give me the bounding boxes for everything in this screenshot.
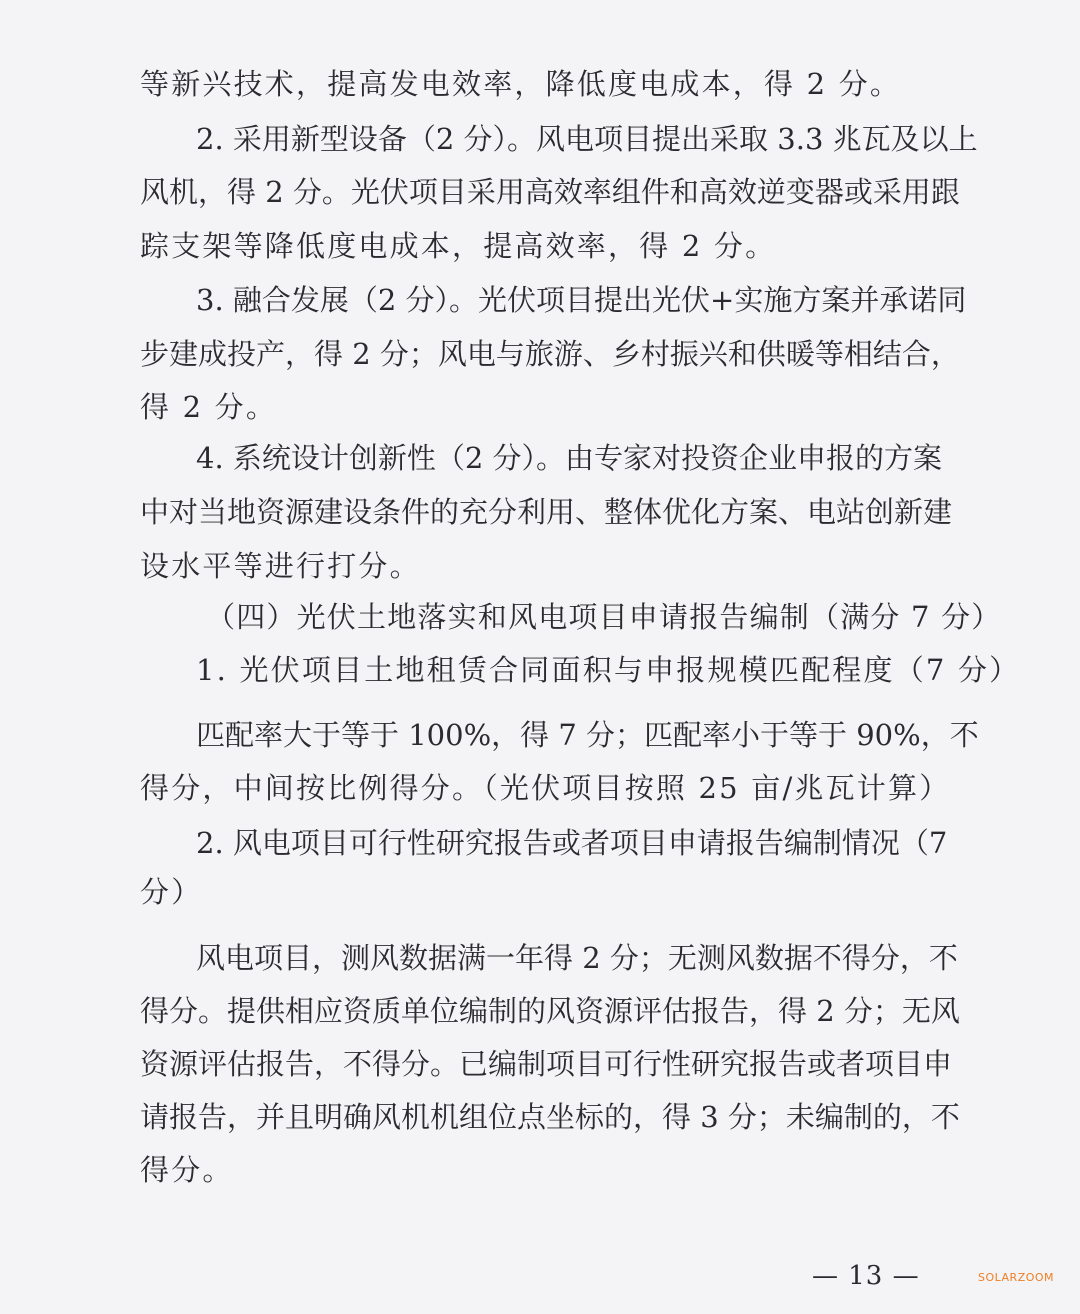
text-line: 得 2 分。: [140, 390, 278, 424]
text-line: 分）: [140, 875, 203, 909]
page-number: — 13 —: [812, 1261, 920, 1291]
text-line: 中对当地资源建设条件的充分利用、整体优化方案、电站创新建: [140, 495, 953, 529]
text-line: 步建成投产，得 2 分；风电与旅游、乡村振兴和供暖等相结合，: [140, 337, 960, 371]
text-line: 设水平等进行打分。: [140, 549, 421, 583]
section-heading: （四）光伏土地落实和风电项目申请报告编制（满分 7 分）: [206, 600, 1002, 634]
watermark: SOLARZOOM: [978, 1271, 1055, 1284]
text-line: 4. 系统设计创新性（2 分）。由专家对投资企业申报的方案: [196, 441, 943, 475]
text-line: 踪支架等降低度电成本，提高效率，得 2 分。: [140, 229, 777, 263]
text-line: 等新兴技术，提高发电效率，降低度电成本，得 2 分。: [140, 67, 902, 101]
text-line: 得分。: [140, 1153, 234, 1187]
text-line: 3. 融合发展（2 分）。光伏项目提出光伏+实施方案并承诺同: [196, 283, 967, 317]
text-line: 风机，得 2 分。光伏项目采用高效率组件和高效逆变器或采用跟: [140, 175, 960, 209]
text-line: 2. 采用新型设备（2 分）。风电项目提出采取 3.3 兆瓦及以上: [196, 122, 978, 156]
text-line: 请报告，并且明确风机机组位点坐标的，得 3 分；未编制的，不: [140, 1100, 960, 1134]
text-line: 风电项目，测风数据满一年得 2 分；无测风数据不得分，不: [196, 941, 958, 975]
text-line: 得分。提供相应资质单位编制的风资源评估报告，得 2 分；无风: [140, 994, 960, 1028]
text-line: 得分，中间按比例得分。（光伏项目按照 25 亩/兆瓦计算）: [140, 771, 951, 805]
text-line: 1. 光伏项目土地租赁合同面积与申报规模匹配程度（7 分）: [196, 653, 1021, 687]
text-line: 资源评估报告，不得分。已编制项目可行性研究报告或者项目申: [140, 1047, 953, 1081]
text-line: 2. 风电项目可行性研究报告或者项目申请报告编制情况（7: [196, 826, 948, 860]
text-line: 匹配率大于等于 100%，得 7 分；匹配率小于等于 90%，不: [196, 718, 979, 752]
